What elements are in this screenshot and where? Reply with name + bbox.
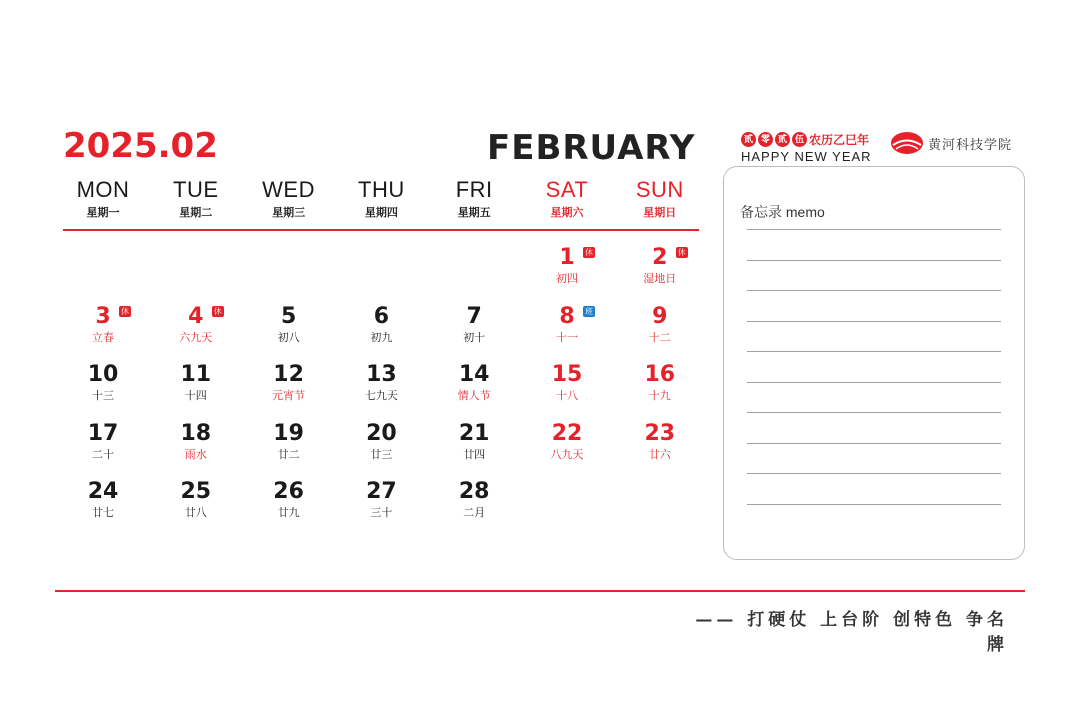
weekday-wed <box>243 177 335 220</box>
memo-panel <box>723 166 1025 560</box>
day-cell <box>243 304 335 345</box>
school-name: 黄河科技学院 <box>928 137 1013 153</box>
day-cell <box>335 421 427 462</box>
lunar-date: 十八 <box>556 390 578 402</box>
day-cell <box>243 362 335 403</box>
day-number: 5 <box>280 303 297 329</box>
day-cell <box>428 304 520 345</box>
memo-title: 备忘录 memo <box>740 204 825 220</box>
lunar-date: 初十 <box>463 331 486 344</box>
day-cell <box>150 421 242 462</box>
day-number: 13 <box>366 362 397 387</box>
lunar-date: 八九天 <box>550 448 584 461</box>
lunar-date: 十一 <box>556 331 578 344</box>
weekday-thu <box>335 177 427 220</box>
memo-line <box>747 290 1001 291</box>
day-cell <box>614 304 706 345</box>
memo-line <box>747 473 1001 474</box>
day-number: 26 <box>273 479 304 504</box>
day-number: 25 <box>180 479 212 504</box>
year-month-heading: 2025.02 <box>63 126 218 166</box>
lunar-date: 十三 <box>92 390 114 402</box>
weekday-cn-label: 星期六 <box>550 207 584 219</box>
memo-line <box>747 321 1001 322</box>
day-cell <box>57 421 149 462</box>
day-cell <box>521 304 613 345</box>
day-cell <box>335 362 427 403</box>
day-number: 17 <box>87 420 119 446</box>
weekday-fri <box>428 177 520 220</box>
day-cell <box>521 245 613 286</box>
lunar-date: 廿三 <box>370 448 393 461</box>
workday-badge: 班 <box>585 306 593 316</box>
day-number: 3 <box>95 303 111 329</box>
day-number: 4 <box>188 303 204 329</box>
lunar-date: 二十 <box>92 448 114 461</box>
lunar-date: 湿地日 <box>643 273 677 285</box>
circled-char: 贰 <box>775 132 790 147</box>
lunar-date: 情人节 <box>457 390 491 402</box>
weekday-en-label: SUN <box>635 177 684 202</box>
day-cell <box>521 421 613 462</box>
memo-line <box>747 412 1001 413</box>
day-cell <box>614 421 706 462</box>
day-cell <box>243 479 335 520</box>
circled-char: 贰 <box>741 132 756 147</box>
happy-new-year-label: HAPPY NEW YEAR <box>741 149 872 164</box>
weekday-en-label: MON <box>76 177 130 202</box>
circled-char: 伍 <box>792 132 807 147</box>
weekday-en-label: FRI <box>455 177 493 202</box>
day-number: 24 <box>87 479 119 504</box>
day-number: 28 <box>458 479 490 504</box>
day-cell <box>521 362 613 403</box>
weekday-mon <box>57 177 149 220</box>
day-cell <box>243 421 335 462</box>
weekday-sun <box>614 177 706 220</box>
memo-line <box>747 382 1001 383</box>
day-number: 16 <box>644 362 676 387</box>
weekday-en-label: THU <box>358 177 405 202</box>
day-number: 8 <box>559 303 575 329</box>
holiday-badge: 休 <box>585 248 593 257</box>
lunar-date: 三十 <box>370 507 393 519</box>
lunar-date: 初九 <box>370 331 393 344</box>
weekday-cn-label: 星期二 <box>179 207 213 219</box>
day-cell <box>428 479 520 520</box>
day-number: 21 <box>458 420 490 446</box>
day-cell <box>57 479 149 520</box>
lunar-year-label: 农历乙巳年 <box>809 133 870 147</box>
day-number: 11 <box>180 362 212 387</box>
lunar-date: 雨水 <box>184 448 207 461</box>
month-name-heading: FEBRUARY <box>487 128 696 168</box>
day-number: 18 <box>180 420 212 446</box>
lunar-date: 初四 <box>556 273 578 285</box>
holiday-badge: 休 <box>213 306 222 316</box>
day-number: 7 <box>466 303 482 329</box>
day-number: 1 <box>559 245 575 270</box>
footer-divider <box>55 590 1025 592</box>
lunar-year-row <box>741 131 872 148</box>
holiday-badge: 休 <box>677 248 686 257</box>
lunar-date: 廿六 <box>648 448 671 461</box>
day-number: 15 <box>551 362 583 387</box>
lunar-date: 立春 <box>92 331 114 344</box>
memo-line <box>747 504 1001 505</box>
day-cell <box>614 362 706 403</box>
calendar-grid <box>57 245 707 535</box>
day-number: 23 <box>644 420 676 446</box>
memo-line <box>747 351 1001 352</box>
weekday-cn-label: 星期四 <box>364 207 398 219</box>
weekday-en-label: SAT <box>545 177 589 202</box>
day-number: 20 <box>366 420 397 446</box>
weekday-cn-label: 星期三 <box>272 207 306 219</box>
day-cell <box>150 362 242 403</box>
weekday-en-label: WED <box>262 177 315 202</box>
day-cell <box>614 245 706 286</box>
holiday-badge: 休 <box>121 306 129 316</box>
day-number: 2 <box>652 245 668 270</box>
lunar-date: 廿九 <box>277 507 300 519</box>
school-logo <box>890 130 1012 156</box>
day-number: 14 <box>458 362 490 387</box>
day-number: 12 <box>273 362 304 387</box>
day-cell <box>428 421 520 462</box>
day-number: 19 <box>273 420 304 446</box>
lunar-date: 七九天 <box>364 390 398 402</box>
day-number: 9 <box>652 303 668 329</box>
day-cell <box>150 479 242 520</box>
lunar-date: 六九天 <box>179 331 213 344</box>
day-number: 27 <box>366 479 397 504</box>
weekday-en-label: TUE <box>173 177 219 202</box>
memo-line <box>747 260 1001 261</box>
lunar-date: 廿二 <box>277 448 300 461</box>
weekday-header <box>57 177 707 219</box>
lunar-date: 廿七 <box>92 507 114 519</box>
lunar-date: 十九 <box>648 390 671 402</box>
day-cell <box>428 362 520 403</box>
brand-block <box>741 131 872 164</box>
lunar-date: 十四 <box>184 390 207 402</box>
lunar-date: 廿八 <box>184 507 207 519</box>
lunar-date: 元宵节 <box>272 390 306 402</box>
lunar-date: 十二 <box>648 331 671 344</box>
memo-line <box>747 229 1001 230</box>
weekday-cn-label: 星期一 <box>86 207 120 219</box>
day-cell <box>57 362 149 403</box>
school-emblem-icon <box>890 130 924 156</box>
day-cell <box>57 304 149 345</box>
lunar-date: 二月 <box>463 507 486 519</box>
header-divider <box>63 229 699 231</box>
lunar-date: 廿四 <box>463 448 486 461</box>
day-number: 10 <box>87 362 119 387</box>
footer-slogan: —— 打硬仗 上台阶 创特色 争名牌 <box>695 610 1008 655</box>
weekday-tue <box>150 177 242 220</box>
weekday-cn-label: 星期日 <box>643 207 677 219</box>
day-number: 22 <box>551 420 583 446</box>
weekday-cn-label: 星期五 <box>457 207 491 219</box>
day-cell <box>150 304 242 345</box>
weekday-sat <box>521 177 613 220</box>
day-cell <box>335 304 427 345</box>
day-cell <box>335 479 427 520</box>
circled-char: 零 <box>758 132 773 147</box>
lunar-date: 初八 <box>277 331 300 344</box>
day-number: 6 <box>373 303 390 329</box>
memo-line <box>747 443 1001 444</box>
